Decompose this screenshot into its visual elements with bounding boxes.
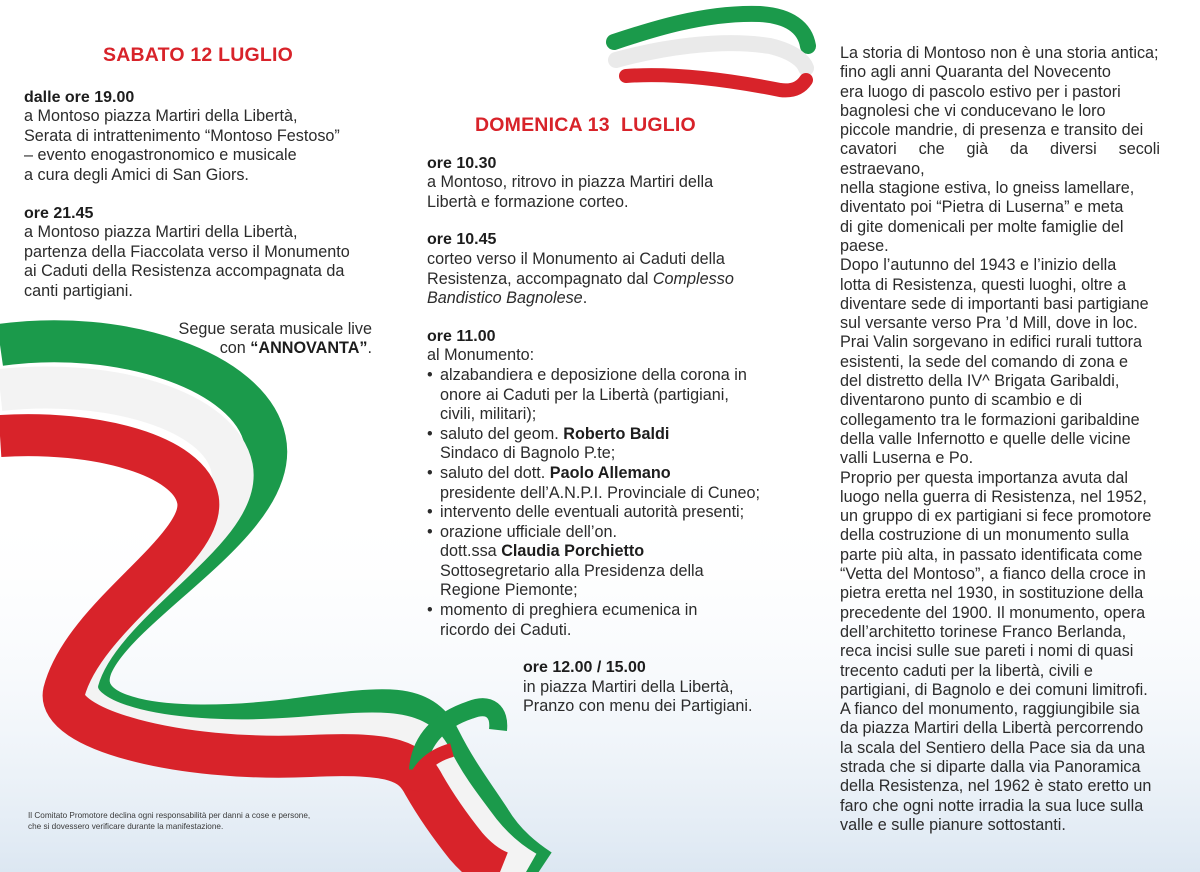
- history-line: strada che si diparte dalla via Panoramica: [840, 757, 1141, 776]
- history-line: sul versante verso Pra ’d Mill, dove in loc.: [840, 314, 1138, 333]
- item-text: saluto del geom.: [440, 424, 564, 443]
- history-line: dell’architetto torinese Franco Berlanda,: [840, 622, 1127, 641]
- event-line: partenza della Fiaccolata verso il Monumento: [24, 242, 350, 261]
- item-line: • alzabandiera e deposizione della corona in: [440, 365, 747, 384]
- history-line: lotta di Resistenza, questi luoghi, oltre a: [840, 275, 1127, 294]
- disclaimer-line: che si dovessero verificare durante la manifestazione.: [28, 822, 224, 831]
- event-domenica-1200: [427, 658, 777, 717]
- event-sabato-2145: [24, 204, 372, 302]
- history-line: trecento caduti per la libertà, civili e: [840, 661, 1093, 680]
- event-line: a Montoso piazza Martiri della Libertà,: [24, 107, 298, 126]
- event-time: ore 12.00 / 15.00: [523, 659, 646, 677]
- history-line: della valle Infernotto e quelle delle vicine: [840, 429, 1131, 448]
- event-line: a Montoso piazza Martiri della Libertà,: [24, 223, 298, 242]
- history-line: precedente del 1900. Il monumento, opera: [840, 603, 1146, 622]
- history-line: parte più alta, in passato identificata come: [840, 545, 1143, 564]
- item-text: dott.ssa: [440, 542, 502, 561]
- list-item: [427, 464, 777, 503]
- history-line: piccole mandrie, di presenza e transito dei: [840, 121, 1144, 140]
- event-time: ore 10.30: [427, 154, 497, 172]
- event-text: Resistenza, accompagnato dal: [427, 269, 653, 288]
- list-item: [427, 523, 777, 601]
- history-line: A fianco del monumento, raggiungibile sia: [840, 700, 1140, 719]
- history-line: “Vetta del Montoso”, a fianco della croce in: [840, 565, 1146, 584]
- list-item: [427, 366, 777, 425]
- item-line: [440, 464, 777, 484]
- item-line: [440, 542, 777, 562]
- item-line: Sottosegretario alla Presidenza della: [440, 561, 704, 580]
- person-name: Roberto Baldi: [563, 424, 670, 443]
- history-line: fino agli anni Quaranta del Novecento: [840, 63, 1111, 82]
- event-time: ore 10.45: [427, 231, 497, 249]
- event-line: [427, 289, 777, 309]
- history-line: un gruppo di ex partigiani si fece promotore: [840, 507, 1152, 526]
- domenica-heading: DOMENICA 13 LUGLIO: [475, 114, 696, 136]
- item-line: Sindaco di Bagnolo P.te;: [440, 444, 616, 463]
- history-line: pietra eretta nel 1930, in sostituzione della: [840, 584, 1144, 603]
- music-line-2: [24, 339, 372, 359]
- event-time: ore 11.00: [427, 327, 496, 345]
- band-name: “ANNOVANTA”: [250, 339, 368, 358]
- history-line: valli Luserna e Po.: [840, 449, 974, 468]
- item-line: presidente dell’A.N.P.I. Provinciale di Cuneo;: [440, 483, 761, 502]
- history-line: Prai Valin sorgevano in edifici rurali tuttora: [840, 333, 1143, 352]
- history-line: luogo nella guerra di Resistenza, nel 1952,: [840, 487, 1147, 506]
- event-domenica-1100: [427, 327, 777, 641]
- disclaimer: [28, 810, 368, 832]
- item-line: ricordo dei Caduti.: [440, 620, 572, 639]
- history-line: cavatori che già da diversi secoli estraevano,: [840, 140, 1160, 178]
- item-line: Regione Piemonte;: [440, 581, 578, 600]
- history-line: esistenti, la sede del comando di zona e: [840, 352, 1128, 371]
- band-name: Complesso: [652, 269, 734, 288]
- music-prefix: con: [219, 339, 251, 358]
- history-line: diventarono punto di scambio e di: [840, 391, 1083, 410]
- history-line: da piazza Martiri della Libertà percorrendo: [840, 719, 1144, 738]
- history-line: la scala del Sentiero della Pace sia da una: [840, 738, 1146, 757]
- history-line: di gite domenicali per molte famiglie del: [840, 217, 1124, 236]
- history-line: diventato poi “Pietra di Luserna” e meta: [840, 198, 1124, 217]
- history-line: della Resistenza, nel 1962 è stato eretto un: [840, 777, 1152, 796]
- event-text: .: [582, 289, 588, 308]
- music-note: [24, 320, 372, 359]
- sabato-heading: SABATO 12 LUGLIO: [103, 44, 293, 66]
- music-suffix: .: [367, 339, 372, 358]
- event-domenica-1045: [427, 230, 777, 308]
- disclaimer-line: Il Comitato Promotore declina ogni responsabilità per danni a cose e persone,: [28, 811, 311, 820]
- event-line: – evento enogastronomico e musicale: [24, 146, 297, 165]
- event-line: Pranzo con menu dei Partigiani.: [523, 697, 753, 716]
- event-line: Libertà e formazione corteo.: [427, 192, 629, 211]
- history-line: partigiani, di Bagnolo e dei comuni limitrofi.: [840, 680, 1148, 699]
- list-item: [427, 425, 777, 464]
- event-line: Serata di intrattenimento “Montoso Festoso”: [24, 126, 340, 145]
- history-line: faro che ogni notte irradia la sua luce sulla: [840, 796, 1144, 815]
- event-line: a Montoso, ritrovo in piazza Martiri della: [427, 173, 714, 192]
- history-line: era luogo di pascolo estivo per i pastori: [840, 82, 1121, 101]
- item-line: • momento di preghiera ecumenica in: [440, 601, 698, 620]
- history-line: La storia di Montoso non è una storia antica;: [840, 44, 1159, 62]
- history-line: Proprio per questa importanza avuta dal: [840, 468, 1128, 487]
- event-sabato-1900: [24, 88, 372, 186]
- history-line: collegamento tra le formazioni garibaldine: [840, 410, 1140, 429]
- event-time: dalle ore 19.00: [24, 88, 135, 106]
- item-line: • orazione ufficiale dell’on.: [440, 522, 617, 541]
- sabato-column: [24, 46, 372, 359]
- program-list: [427, 366, 777, 640]
- person-name: Paolo Allemano: [549, 463, 671, 482]
- music-line: Segue serata musicale live: [178, 319, 372, 338]
- history-line: reca incisi sulle sue pareti i nomi di quasi: [840, 642, 1134, 661]
- person-name: Claudia Porchietto: [501, 542, 645, 561]
- history-line: valle e sulle pianure sottostanti.: [840, 815, 1066, 834]
- event-line: in piazza Martiri della Libertà,: [523, 677, 734, 696]
- history-text: [840, 44, 1160, 835]
- event-time: ore 21.45: [24, 204, 94, 222]
- event-line: [427, 270, 777, 290]
- history-line: diventare sede di importanti basi partigiane: [840, 294, 1149, 313]
- band-name: Bandistico Bagnolese: [427, 289, 583, 308]
- item-line: [440, 425, 777, 445]
- storia-column: [840, 44, 1160, 835]
- domenica-column: [427, 116, 777, 717]
- history-line: paese.: [840, 236, 889, 255]
- event-domenica-1030: [427, 154, 777, 213]
- event-line: al Monumento:: [427, 346, 535, 365]
- event-line: canti partigiani.: [24, 281, 133, 300]
- history-line: nella stagione estiva, lo gneiss lamellare,: [840, 179, 1135, 198]
- item-line: • intervento delle eventuali autorità presenti;: [440, 503, 745, 522]
- history-line: Dopo l’autunno del 1943 e l’inizio della: [840, 256, 1117, 275]
- event-line: corteo verso il Monumento ai Caduti della: [427, 249, 725, 268]
- list-item: [427, 503, 777, 523]
- item-text: saluto del dott.: [440, 463, 550, 482]
- item-line: onore ai Caduti per la Libertà (partigiani,: [440, 385, 729, 404]
- history-line: della costruzione di un monumento sulla: [840, 526, 1129, 545]
- item-line: civili, militari);: [440, 405, 537, 424]
- list-item: [427, 601, 777, 640]
- history-line: bagnolesi che vi conducevano le loro: [840, 101, 1106, 120]
- event-line: ai Caduti della Resistenza accompagnata da: [24, 262, 345, 281]
- event-line: a cura degli Amici di San Giors.: [24, 165, 249, 184]
- history-line: del distretto della IV^ Brigata Garibaldi,: [840, 372, 1120, 391]
- top-flag-ribbon: [614, 14, 808, 91]
